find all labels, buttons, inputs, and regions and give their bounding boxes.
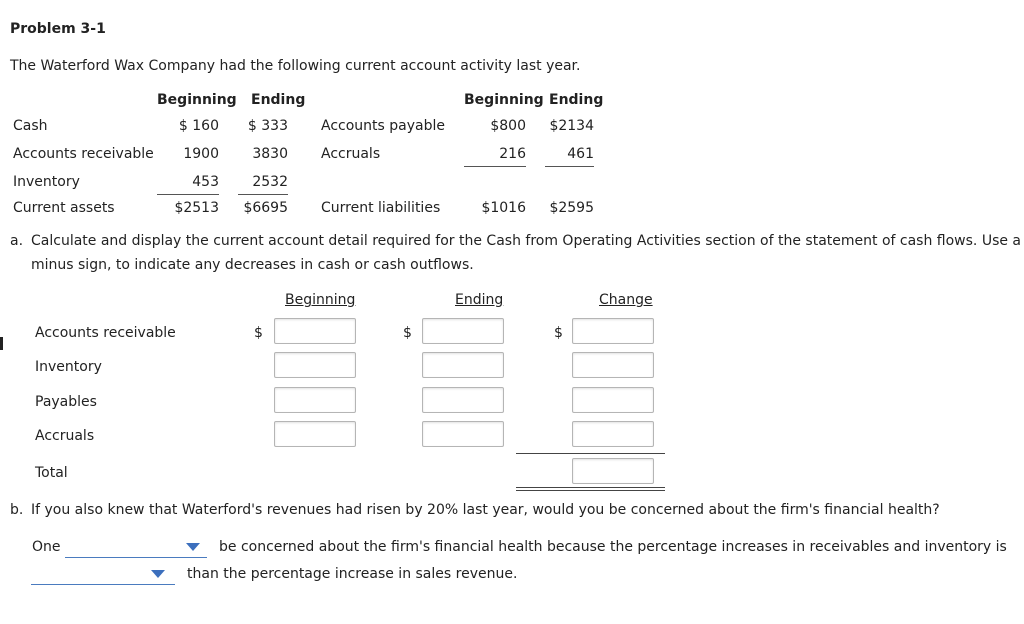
ar-change-input[interactable] <box>572 318 654 344</box>
row-label-accounts-receivable: Accounts receivable <box>35 325 176 341</box>
part-a-prefix: a. <box>10 233 24 249</box>
row-label-accruals: Accruals <box>35 428 95 444</box>
ar-ending-input[interactable] <box>422 318 504 344</box>
currency-sign: $ <box>254 325 263 341</box>
asset-beginning: 453 <box>157 174 219 195</box>
liability-beginning: $800 <box>490 118 526 134</box>
accruals-change-input[interactable] <box>572 421 654 447</box>
given-header-beginning: Beginning <box>157 92 237 108</box>
row-label-total: Total <box>35 465 68 481</box>
accruals-beginning-input[interactable] <box>274 421 356 447</box>
liability-label: Accruals <box>321 146 381 162</box>
row-label-inventory: Inventory <box>35 359 102 375</box>
given-header-ending: Ending <box>251 92 306 108</box>
liability-ending: $2134 <box>549 118 594 134</box>
row-label-payables: Payables <box>35 394 97 410</box>
liabilities-total-beginning: $1016 <box>481 200 526 216</box>
payables-ending-input[interactable] <box>422 387 504 413</box>
part-a-instruction-line1: Calculate and display the current account detail required for the Cash from Operating Activities section of the statement of cash flows. Use a <box>31 233 1022 249</box>
asset-label: Inventory <box>13 174 80 190</box>
total-change-input[interactable] <box>572 458 654 484</box>
assets-total-ending: $6695 <box>243 200 288 216</box>
asset-label: Cash <box>13 118 48 134</box>
inventory-change-input[interactable] <box>572 352 654 378</box>
asset-label: Accounts receivable <box>13 146 154 162</box>
payables-beginning-input[interactable] <box>274 387 356 413</box>
part-a-instruction-line2: minus sign, to indicate any decreases in cash or cash outflows. <box>31 257 474 273</box>
part-b-prefix: b. <box>10 502 24 518</box>
subtotal-rule <box>516 453 665 454</box>
ar-beginning-input[interactable] <box>274 318 356 344</box>
asset-ending: $ 333 <box>247 118 288 134</box>
part-b-text2: than the percentage increase in sales revenue. <box>187 566 518 582</box>
liability-label: Accounts payable <box>321 118 445 134</box>
accruals-ending-input[interactable] <box>422 421 504 447</box>
part-b-text1: be concerned about the firm's financial health because the percentage increases in receivables and inventory is <box>219 539 1007 555</box>
asset-ending: 3830 <box>252 146 288 162</box>
total-double-rule <box>516 487 665 491</box>
liability-beginning: 216 <box>464 146 526 167</box>
left-edge-marker <box>0 337 3 350</box>
intro-text: The Waterford Wax Company had the following current account activity last year. <box>10 58 581 74</box>
liabilities-total-label: Current liabilities <box>321 200 441 216</box>
chevron-down-icon[interactable] <box>151 570 165 578</box>
payables-change-input[interactable] <box>572 387 654 413</box>
assets-total-beginning: $2513 <box>174 200 219 216</box>
part-b-question: If you also knew that Waterford's revenues had risen by 20% last year, would you be concerned about the firm's financial health? <box>31 502 940 518</box>
asset-beginning: $ 160 <box>178 118 219 134</box>
inventory-beginning-input[interactable] <box>274 352 356 378</box>
problem-title: Problem 3-1 <box>10 21 106 37</box>
col-header-change: Change <box>599 292 653 308</box>
col-header-ending: Ending <box>455 292 504 308</box>
chevron-down-icon[interactable] <box>186 543 200 551</box>
asset-ending: 2532 <box>238 174 288 195</box>
dropdown1-value: One <box>32 539 61 555</box>
asset-beginning: 1900 <box>183 146 219 162</box>
given-header-beginning-liab: Beginning <box>464 92 544 108</box>
given-header-ending-liab: Ending <box>549 92 604 108</box>
currency-sign: $ <box>403 325 412 341</box>
assets-total-label: Current assets <box>13 200 115 216</box>
liabilities-total-ending: $2595 <box>549 200 594 216</box>
col-header-beginning: Beginning <box>285 292 356 308</box>
liability-ending: 461 <box>545 146 594 167</box>
inventory-ending-input[interactable] <box>422 352 504 378</box>
currency-sign: $ <box>554 325 563 341</box>
